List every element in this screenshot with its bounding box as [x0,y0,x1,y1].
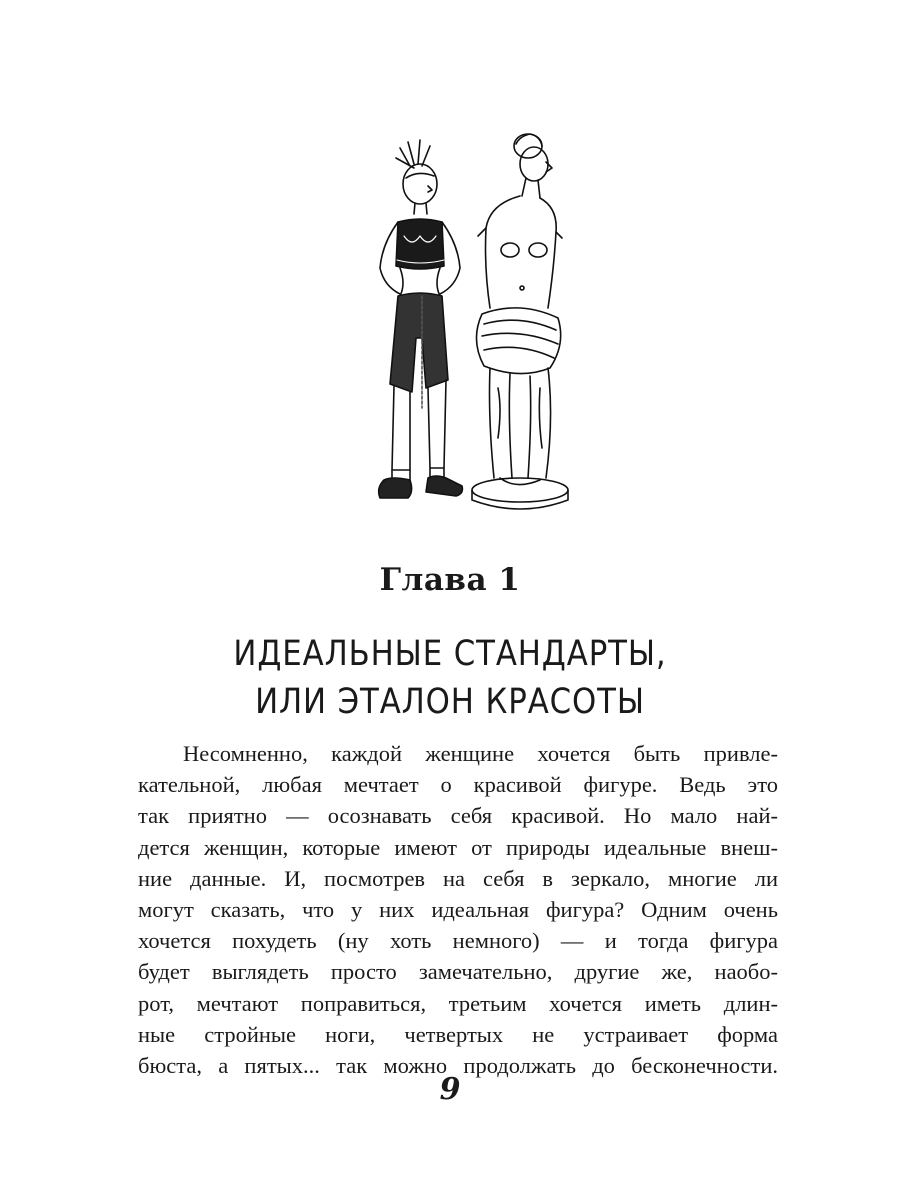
paragraph-line: рот, мечтают поправиться, третьим хочется иметь длин- [138,990,778,1016]
paragraph-line: будет выглядеть просто замечательно, другие же, наобо- [138,959,778,985]
chapter-title-line: ИЛИ ЭТАЛОН КРАСОТЫ [255,682,645,722]
paragraph-line: могут сказать, что у них идеальная фигура? Одним очень [138,896,778,922]
woman-figure [379,140,463,498]
body-paragraph [138,738,778,1081]
chapter-label: Глава 1 [379,562,521,598]
chapter-title-line: ИДЕАЛЬНЫЕ СТАНДАРТЫ, [233,634,667,674]
paragraph-line: бюста, а пятых... так можно продолжать до бесконечности. [138,1052,778,1078]
paragraph-line: ние данные. И, посмотрев на себя в зеркало, многие ли [138,865,778,891]
paragraph-line: дется женщин, которые имеют от природы идеальные внеш- [138,834,778,860]
paragraph-line: Несомненно, каждой женщине хочется быть привле- [183,741,778,766]
chapter-illustration [370,118,570,528]
venus-statue [472,134,568,509]
paragraph-line: так приятно — осознавать себя красивой. Но мало най- [138,803,778,829]
paragraph-line: хочется похудеть (ну хоть немного) — и тогда фигура [138,928,778,954]
paragraph-line: кательной, любая мечтает о красивой фигуре. Ведь это [138,772,778,798]
paragraph-line: ные стройные ноги, четвертых не устраивает форма [138,1021,778,1047]
page-number: 9 [439,1072,461,1107]
chapter-title [54,630,846,726]
